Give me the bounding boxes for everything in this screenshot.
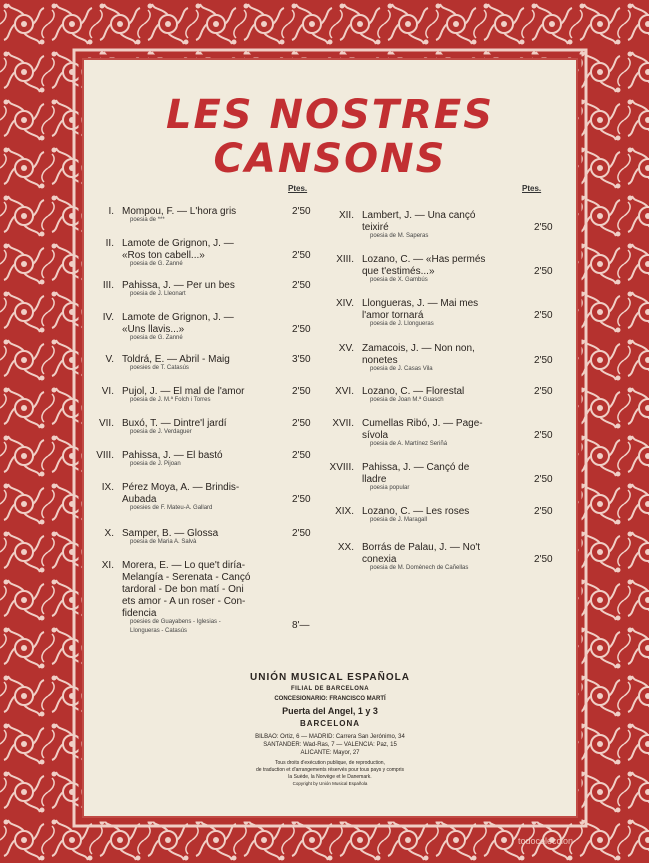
publisher-address: Puerta del Angel, 1 y 3 [282, 706, 378, 716]
poet-credit: poesia de M. Domènech de Cañellas [370, 565, 469, 571]
song-title-line: Morera, E. — Lo que't diría- [122, 560, 246, 571]
song-number: V. [105, 354, 114, 365]
poet-credit: poesia de G. Zanné [130, 261, 183, 267]
song-title-line: Pahissa, J. — Per un bes [122, 280, 235, 291]
poet-credit: poesia de J. Verdaguer [130, 429, 192, 435]
poet-credit: poesia de J. Maragall [370, 517, 428, 523]
song-price: 2'50 [534, 266, 553, 277]
poet-credit: poesia de Maria A. Salvà [130, 539, 197, 545]
song-number: VI. [101, 386, 114, 397]
song-title-line: l'amor tornará [362, 310, 424, 321]
poet-credit: poesia de J. Lleonart [130, 291, 186, 297]
song-price: 2'50 [292, 450, 311, 461]
publisher-filial: FILIAL DE BARCELONA [290, 686, 370, 692]
song-price: 2'50 [534, 310, 553, 321]
song-price: 2'50 [292, 250, 311, 261]
song-title-line: nonetes [362, 355, 398, 366]
song-title-line: tardoral - De bon matí - Oni [122, 584, 244, 595]
song-title-line: Pérez Moya, A. — Brindis- [122, 482, 240, 493]
song-title-line: Lamote de Grignon, J. — [122, 238, 234, 249]
song-number: II. [105, 238, 114, 249]
rights-line-3: la Suède, la Norvège et le Danemark. [288, 774, 372, 780]
song-price: 2'50 [292, 494, 311, 505]
poet-credit: poesia de J. Casas Vila [370, 366, 433, 372]
poet-credit: poesia de M. Saperas [370, 233, 429, 239]
rights-line-1: Tous droits d'exécution publique, de reproduction, [275, 760, 385, 766]
song-title-line: Buxó, T. — Dintre'l jardí [122, 418, 227, 429]
song-title-line: Aubada [122, 494, 157, 505]
song-price: 3'50 [292, 354, 311, 365]
branches-line-2: SANTANDER: Wad-Ras, 7 — VALENCIA: Paz, 15 [263, 742, 397, 748]
song-number: XIII. [336, 254, 354, 265]
song-number: VII. [98, 418, 114, 429]
song-number: XII. [338, 210, 354, 221]
poet-credit: poesia de Joan M.ª Guasch [370, 397, 444, 403]
song-title-line: Borrás de Palau, J. — No't [362, 542, 481, 553]
poet-credit: poesia de J. M.ª Folch i Torres [130, 397, 211, 403]
watermark: todocoleccion [518, 836, 574, 846]
song-price: 2'50 [534, 554, 553, 565]
content-panel [82, 58, 578, 818]
title-line-2: CANSONS [213, 136, 447, 182]
poet-credit: poesia de J. Llongueras [370, 321, 434, 327]
song-price: 2'50 [292, 418, 311, 429]
song-number: XX. [337, 542, 354, 553]
publisher-city: BARCELONA [299, 719, 361, 728]
song-title-line: Cumellas Ribó, J. — Page- [362, 418, 483, 429]
song-number: I. [108, 206, 114, 217]
poet-credit: poesia de J. Pijoan [130, 461, 181, 467]
song-title-line: conexia [362, 554, 397, 565]
right-ptas-label: Ptes. [522, 184, 542, 193]
song-title-line: Melangía - Serenata - Cançó [122, 572, 251, 583]
song-title-line: sívola [362, 430, 389, 441]
song-number: IX. [101, 482, 114, 493]
publisher-concesionario: CONCESIONARIO: FRANCISCO MARTÍ [274, 696, 386, 702]
song-price: 2'50 [534, 355, 553, 366]
song-number: III. [102, 280, 114, 291]
copyright-line: Copyright by Unión Musical Española [292, 781, 368, 786]
song-price: 2'50 [292, 206, 311, 217]
song-price: 2'50 [534, 474, 553, 485]
song-price: 2'50 [534, 386, 553, 397]
song-number: XV. [338, 343, 354, 354]
song-title-line: lladre [362, 474, 387, 485]
song-number: XI. [101, 560, 114, 571]
song-title-line: Lozano, C. — Les roses [362, 506, 470, 517]
song-title-line: Lamote de Grignon, J. — [122, 312, 234, 323]
song-title-line: que t'estimés...» [362, 266, 435, 277]
poet-credit: poesia de X. Gambús [370, 277, 428, 283]
song-title-line: Pujol, J. — El mal de l'amor [122, 386, 245, 397]
song-title-line: Pahissa, J. — El bastó [122, 450, 223, 461]
song-title-line: ets amor - A un roser - Con- [122, 596, 246, 607]
song-title-line: Mompou, F. — L'hora gris [122, 206, 237, 217]
song-price: 2'50 [292, 528, 311, 539]
poet-credit: poesia de G. Zanné [130, 335, 183, 341]
song-title-line: Lozano, C. — «Has permés [362, 254, 486, 265]
song-number: XVI. [335, 386, 354, 397]
song-title-line: fidencia [122, 608, 157, 619]
song-price: 2'50 [292, 386, 311, 397]
song-number: VIII. [96, 450, 114, 461]
song-number: X. [104, 528, 114, 539]
song-title-line: Zamacois, J. — Non non, [362, 343, 475, 354]
publisher-name: UNIÓN MUSICAL ESPAÑOLA [250, 672, 410, 683]
left-ptas-label: Ptes. [288, 184, 308, 193]
song-number: IV. [102, 312, 114, 323]
song-number: XIX. [335, 506, 354, 517]
song-title-line: «Uns llavis...» [122, 324, 185, 335]
branches-line-3: ALICANTE: Mayor, 27 [300, 750, 360, 756]
poet-credit: poesies de T. Catasús [130, 365, 189, 371]
song-price: 2'50 [292, 324, 311, 335]
song-number: XVIII. [329, 462, 354, 473]
song-price: 2'50 [534, 430, 553, 441]
song-title-line: Lozano, C. — Florestal [362, 386, 465, 397]
branches-line-1: BILBAO: Ortiz, 6 — MADRID: Carrera San Jerónimo, 34 [255, 734, 405, 740]
poet-credit: poesia de A. Martínez Seriñá [370, 441, 448, 447]
song-number: XVII. [332, 418, 354, 429]
song-title-line: «Ros ton cabell...» [122, 250, 205, 261]
poet-credit: poesies de F. Mateu-A. Gallard [130, 505, 213, 511]
song-price: 2'50 [292, 280, 311, 291]
song-title-line: Lambert, J. — Una cançó [362, 210, 476, 221]
song-title-line: Toldrá, E. — Abril - Maig [122, 354, 230, 365]
title-line-1: LES NOSTRES [165, 92, 495, 138]
song-title-line: Pahissa, J. — Cançó de [362, 462, 470, 473]
song-title-line: Samper, B. — Glossa [122, 528, 219, 539]
poet-credit: poesia de *** [130, 217, 165, 223]
song-price: 8'— [292, 620, 310, 631]
poet-credit: poesies de Guayabens - Iglesias - [130, 619, 221, 625]
rights-line-2: de traduction et d'arrangements réservés pour tous pays y compris [256, 767, 404, 773]
poet-credit: poesia popular [370, 485, 410, 491]
song-title-line: teixiré [362, 222, 389, 233]
song-price: 2'50 [534, 222, 553, 233]
song-number: XIV. [336, 298, 354, 309]
poet-credit: Llongueras - Catasús [130, 628, 188, 634]
song-title-line: Llongueras, J. — Mai mes [362, 298, 479, 309]
song-price: 2'50 [534, 506, 553, 517]
